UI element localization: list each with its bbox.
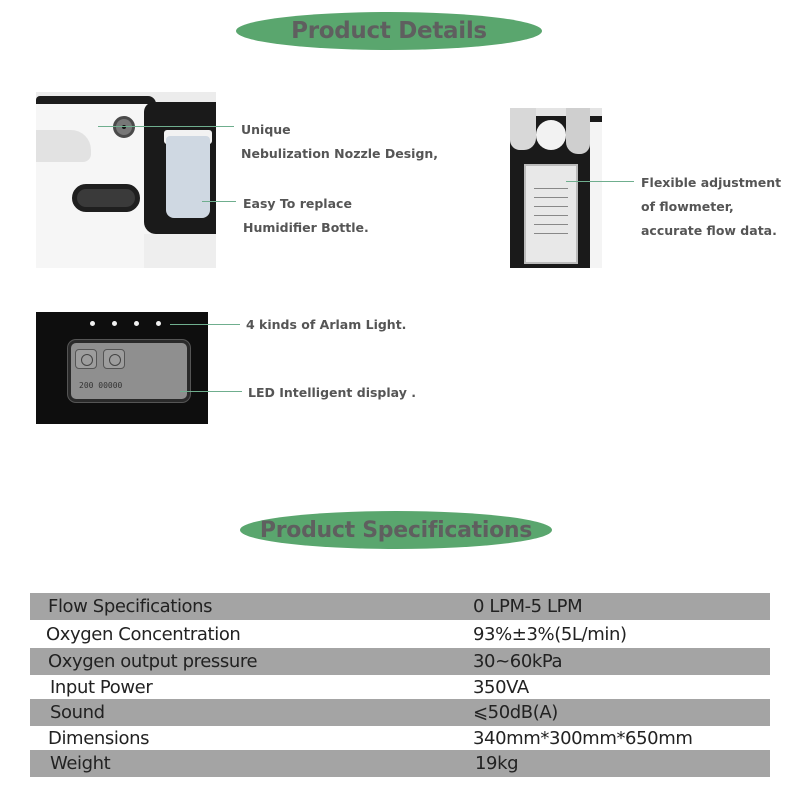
product-specifications-banner <box>240 511 552 549</box>
flow-dial-image <box>536 120 566 150</box>
spec-label: Oxygen Concentration <box>46 623 241 645</box>
spec-label: Dimensions <box>48 727 150 749</box>
spec-value: 93%±3%(5L/min) <box>473 623 627 645</box>
display-callout: LED Intelligent display . <box>248 385 416 400</box>
alarm-callout: 4 kinds of Arlam Light. <box>246 317 407 332</box>
carry-handle-image <box>72 184 140 212</box>
led-display-photo <box>36 312 208 424</box>
spec-row-concentration <box>30 620 770 648</box>
spec-label: Sound <box>50 702 105 723</box>
concentrator-side-photo <box>36 92 216 268</box>
nozzle-callout-line <box>98 126 234 127</box>
spec-label: Weight <box>50 753 111 774</box>
lcd-readout: 200 00000 <box>79 381 123 390</box>
spec-row-flow <box>30 593 770 620</box>
spec-value: 350VA <box>473 676 529 698</box>
alarm-light-1 <box>90 321 95 326</box>
alarm-light-2 <box>112 321 117 326</box>
flowmeter-photo <box>510 108 602 268</box>
flowmeter-callout: Flexible adjustment of flowmeter, accurate flow data. <box>641 175 782 238</box>
humidifier-callout: Easy To replace Humidifier Bottle. <box>243 196 369 235</box>
alarm-light-3 <box>134 321 139 326</box>
humidifier-callout-line <box>202 201 236 202</box>
spec-value: 19kg <box>475 753 519 774</box>
timer-icon <box>103 349 125 369</box>
alarm-callout-line <box>170 324 240 325</box>
spec-value: 30~60kPa <box>473 651 563 672</box>
spec-row-pressure <box>30 648 770 675</box>
spec-value: 0 LPM-5 LPM <box>473 596 583 617</box>
spec-row-sound <box>30 699 770 726</box>
spec-row-weight <box>30 750 770 777</box>
alarm-light-4 <box>156 321 161 326</box>
display-callout-line <box>180 391 242 392</box>
spec-row-power <box>30 675 770 699</box>
lcd-screen <box>68 340 190 402</box>
nozzle-callout: Unique Nebulization Nozzle Design, <box>241 122 439 161</box>
specifications-table <box>30 593 770 777</box>
humidifier-bottle-image <box>166 136 210 218</box>
section-title-specs: Product Specifications <box>259 517 533 543</box>
spec-label: Oxygen output pressure <box>48 651 258 672</box>
section-title-details: Product Details <box>291 18 487 44</box>
spec-value: ⩽50dB(A) <box>473 702 558 723</box>
spec-row-dimensions <box>30 726 770 750</box>
flowmeter-callout-line <box>566 181 634 182</box>
spec-label: Input Power <box>50 676 153 698</box>
nebulization-nozzle-image <box>113 116 135 138</box>
product-details-banner <box>236 12 542 50</box>
spec-label: Flow Specifications <box>48 596 213 617</box>
spec-value: 340mm*300mm*650mm <box>473 727 693 749</box>
oxygen-icon <box>75 349 97 369</box>
